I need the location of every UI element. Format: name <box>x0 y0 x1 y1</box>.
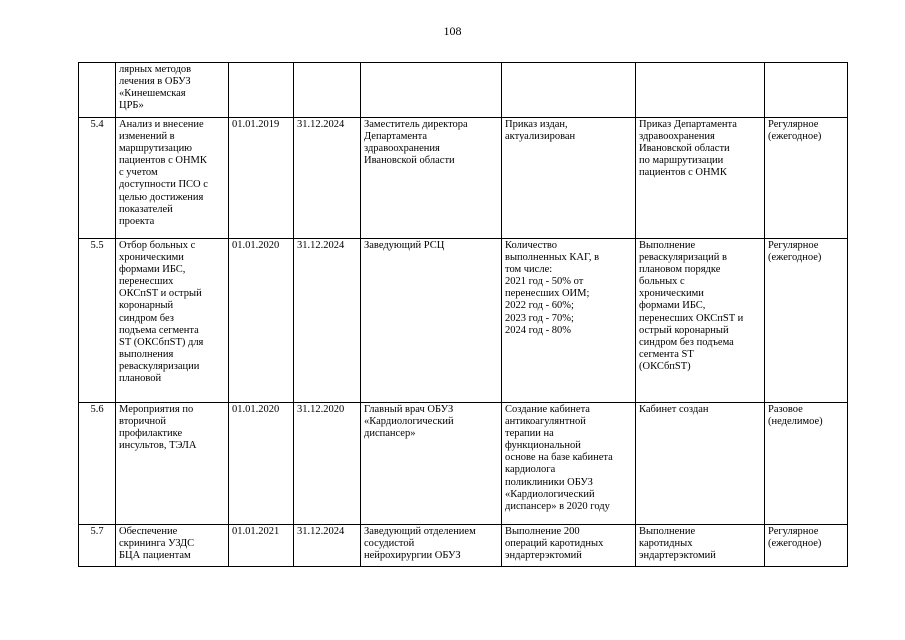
result: Выполнение каротидных эндартерэктомий <box>636 525 765 567</box>
frequency <box>765 63 848 118</box>
item-number <box>79 63 116 118</box>
table-row <box>79 525 848 567</box>
responsible-person: Заведующий РСЦ <box>361 239 502 403</box>
responsible-person: Заведующий отделением сосудистой нейрохирургии ОБУЗ <box>361 525 502 567</box>
start-date: 01.01.2021 <box>229 525 294 567</box>
responsible-person: Заместитель директора Департамента здравоохранения Ивановской области <box>361 118 502 239</box>
end-date: 31.12.2024 <box>294 525 361 567</box>
activity-plan-table <box>78 62 848 567</box>
indicator: Создание кабинета антикоагулянтной терапии на функциональной основе на базе кабинета кардиолога поликлиники ОБУЗ «Кардиологический диспансер» в 2020 году <box>502 403 636 525</box>
table-row <box>79 403 848 525</box>
end-date: 31.12.2024 <box>294 118 361 239</box>
responsible-person: Главный врач ОБУЗ «Кардиологический диспансер» <box>361 403 502 525</box>
indicator <box>502 63 636 118</box>
indicator: Выполнение 200 операций каротидных эндартерэктомий <box>502 525 636 567</box>
result <box>636 63 765 118</box>
result: Кабинет создан <box>636 403 765 525</box>
activity-name: Анализ и внесение изменений в маршрутизацию пациентов с ОНМК с учетом доступности ПСО с целью достижения показателей проекта <box>116 118 229 239</box>
result: Выполнение реваскуляризаций в плановом порядке больных с хроническими формами ИБС, перенесших ОКСпST и острый коронарный синдром без подъема сегмента ST (ОКСбпST) <box>636 239 765 403</box>
start-date: 01.01.2020 <box>229 239 294 403</box>
item-number: 5.4 <box>79 118 116 239</box>
indicator: Количество выполненных КАГ, в том числе: 2021 год - 50% от перенесших ОИМ; 2022 год - 60%; 2023 год - 70%; 2024 год - 80% <box>502 239 636 403</box>
activity-name: лярных методов лечения в ОБУЗ «Кинешемская ЦРБ» <box>116 63 229 118</box>
end-date: 31.12.2024 <box>294 239 361 403</box>
start-date: 01.01.2019 <box>229 118 294 239</box>
table-row <box>79 239 848 403</box>
frequency: Регулярное (ежегодное) <box>765 118 848 239</box>
item-number: 5.5 <box>79 239 116 403</box>
page-number: 108 <box>443 24 462 38</box>
result: Приказ Департамента здравоохранения Ивановской области по маршрутизации пациентов с ОНМК <box>636 118 765 239</box>
activity-name: Отбор больных с хроническими формами ИБС, перенесших ОКСпST и острый коронарный синдром без подъема сегмента ST (ОКСбпST) для выполнения реваскуляризации плановой <box>116 239 229 403</box>
table-row <box>79 118 848 239</box>
indicator: Приказ издан, актуализирован <box>502 118 636 239</box>
item-number: 5.7 <box>79 525 116 567</box>
frequency: Регулярное (ежегодное) <box>765 525 848 567</box>
activity-name: Обеспечение скрининга УЗДС БЦА пациентам <box>116 525 229 567</box>
item-number: 5.6 <box>79 403 116 525</box>
table-row <box>79 63 848 118</box>
start-date <box>229 63 294 118</box>
end-date <box>294 63 361 118</box>
frequency: Регулярное (ежегодное) <box>765 239 848 403</box>
activity-name: Мероприятия по вторичной профилактике инсультов, ТЭЛА <box>116 403 229 525</box>
frequency: Разовое (неделимое) <box>765 403 848 525</box>
end-date: 31.12.2020 <box>294 403 361 525</box>
responsible-person <box>361 63 502 118</box>
start-date: 01.01.2020 <box>229 403 294 525</box>
